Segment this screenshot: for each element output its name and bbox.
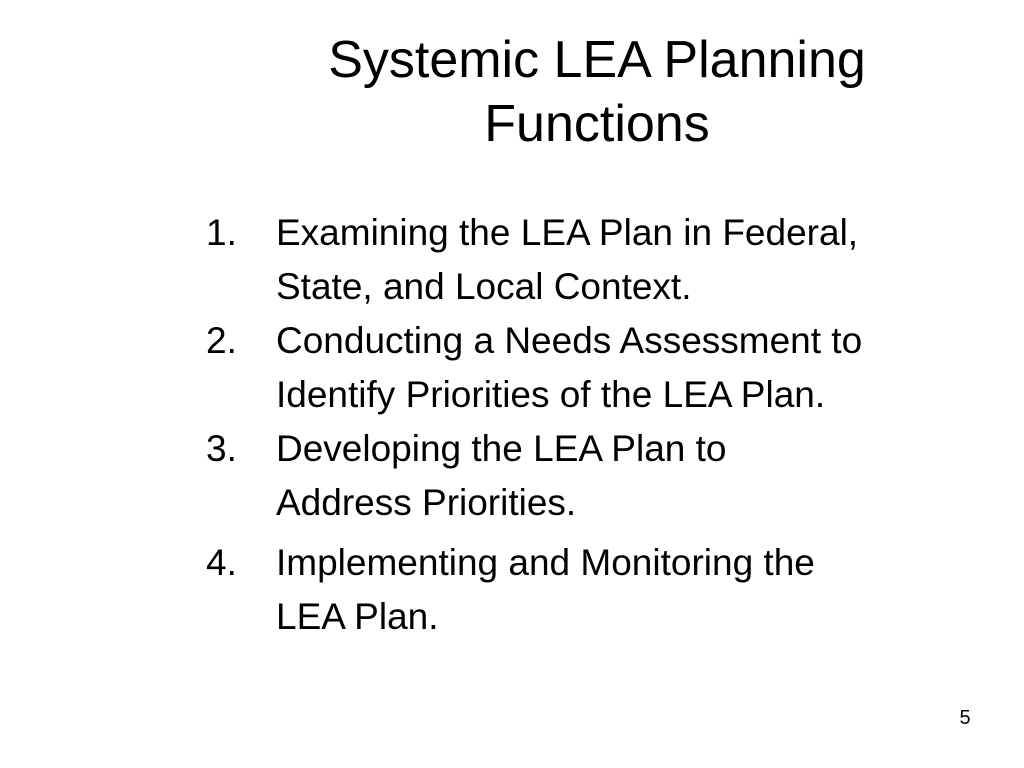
list-item-text: [276, 314, 1006, 422]
list-item-number: 1.: [206, 212, 237, 253]
list-item-number: 4.: [206, 542, 237, 583]
list-item: [206, 422, 1006, 530]
list-item-line: Conducting a Needs Assessment to: [276, 320, 863, 361]
list-item: [206, 536, 1006, 644]
slide-title: [240, 28, 954, 156]
list-item-line: Identify Priorities of the LEA Plan.: [276, 374, 826, 415]
list-item-line: State, and Local Context.: [276, 266, 692, 307]
list-item-line: Address Priorities.: [276, 482, 577, 523]
list-item-text: [276, 422, 1006, 530]
list-item-number: 3.: [206, 428, 237, 469]
functions-list: [206, 206, 1006, 644]
slide-title-line: Systemic LEA Planning: [328, 31, 866, 89]
list-item: [206, 314, 1006, 422]
list-item: [206, 206, 1006, 314]
list-item-line: Developing the LEA Plan to: [276, 428, 727, 469]
list-item-line: Examining the LEA Plan in Federal,: [276, 212, 859, 253]
list-item-text: [276, 536, 1006, 644]
list-item-line: LEA Plan.: [276, 596, 439, 637]
slide-title-line: Functions: [484, 95, 710, 153]
list-item-number: 2.: [206, 320, 237, 361]
list-item-line: Implementing and Monitoring the: [276, 542, 815, 583]
page-number: 5: [959, 707, 971, 729]
list-item-text: [276, 206, 1006, 314]
